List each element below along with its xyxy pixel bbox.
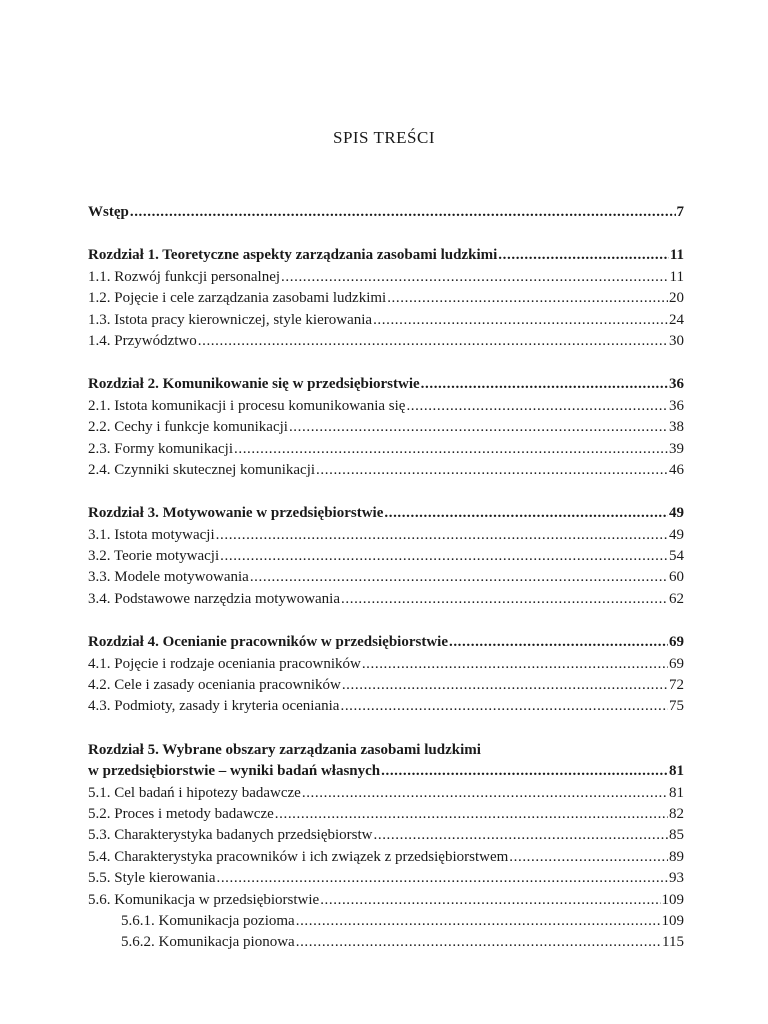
toc-entry-label: Rozdział 3. Motywowanie w przedsiębiorstwie xyxy=(88,505,384,522)
toc-dot-leader xyxy=(281,267,669,288)
toc-entry-label: 4.2. Cele i zasady oceniania pracowników xyxy=(88,677,341,694)
toc-entry[interactable] xyxy=(88,396,684,417)
toc-entry[interactable] xyxy=(88,417,684,438)
toc-page-number: 72 xyxy=(669,677,684,694)
toc-entry-label: 2.4. Czynniki skutecznej komunikacji xyxy=(88,461,316,478)
toc-entry-label: 1.4. Przywództwo xyxy=(88,332,197,349)
toc-entry[interactable] xyxy=(88,654,684,675)
toc-entry[interactable] xyxy=(88,783,684,804)
toc-entry-label: 1.2. Pojęcie i cele zarządzania zasobami ludzkimi xyxy=(88,290,387,307)
toc-dot-leader xyxy=(387,288,668,309)
toc-dot-leader xyxy=(381,761,668,782)
toc-entry[interactable] xyxy=(88,825,684,846)
toc-page-number: 75 xyxy=(669,698,684,715)
toc-dot-leader xyxy=(216,868,668,889)
toc-page-number: 11 xyxy=(669,268,684,285)
toc-dot-leader xyxy=(296,911,661,932)
toc-chapter-entry[interactable] xyxy=(88,202,684,223)
toc-entry[interactable] xyxy=(88,847,684,868)
toc-entry[interactable] xyxy=(88,932,684,953)
toc-entry[interactable] xyxy=(88,589,684,610)
toc-page-number: 89 xyxy=(669,848,684,865)
toc-entry-label: Rozdział 2. Komunikowanie się w przedsiębiorstwie xyxy=(88,376,420,393)
toc-chapter-entry[interactable] xyxy=(88,374,684,395)
toc-dot-leader xyxy=(220,546,668,567)
toc-page-number: 81 xyxy=(669,763,684,780)
toc-entry-label: Rozdział 1. Teoretyczne aspekty zarządzania zasobami ludzkimi xyxy=(88,247,498,264)
toc-page-number: 38 xyxy=(669,419,684,436)
toc-entry-label: 5.5. Style kierowania xyxy=(88,870,216,887)
toc-page-number: 82 xyxy=(669,805,684,822)
toc-page-number: 24 xyxy=(669,311,684,328)
toc-page-number: 69 xyxy=(669,634,684,651)
toc-entry[interactable] xyxy=(88,675,684,696)
toc-entry[interactable] xyxy=(88,868,684,889)
toc-entry-label: Wstęp xyxy=(88,204,129,220)
toc-entry-label: Rozdział 5. Wybrane obszary zarządzania zasobami ludzkimi xyxy=(88,741,481,758)
toc-chapter-entry[interactable] xyxy=(88,761,684,782)
toc-chapter-entry[interactable] xyxy=(88,632,684,653)
toc-entry[interactable] xyxy=(88,439,684,460)
toc-entry-label: 1.3. Istota pracy kierowniczej, style kierowania xyxy=(88,311,373,328)
toc-page-number: 20 xyxy=(669,290,684,307)
toc-entry[interactable] xyxy=(88,460,684,481)
toc-entry[interactable] xyxy=(88,911,684,932)
toc-dot-leader xyxy=(302,783,668,804)
toc-page-number: 85 xyxy=(669,827,684,844)
toc-page-number: 7 xyxy=(676,204,684,220)
toc-entry[interactable] xyxy=(88,331,684,352)
toc-entry-label: 5.1. Cel badań i hipotezy badawcze xyxy=(88,784,301,801)
page-title: SPIS TREŚCI xyxy=(332,128,436,147)
toc-dot-leader xyxy=(340,696,668,717)
toc-entry-label: 5.2. Proces i metody badawcze xyxy=(88,805,274,822)
toc-entry-label: 5.4. Charakterystyka pracowników i ich związek z przedsiębiorstwem xyxy=(88,848,509,865)
toc-dot-leader xyxy=(374,825,669,846)
toc-dot-leader xyxy=(250,567,668,588)
toc-dot-leader xyxy=(498,245,669,266)
toc-dot-leader xyxy=(362,654,668,675)
toc-dot-leader xyxy=(342,675,668,696)
toc-page-number: 60 xyxy=(669,569,684,586)
toc-entry[interactable] xyxy=(88,310,684,331)
toc-page-number: 62 xyxy=(669,590,684,607)
toc-dot-leader xyxy=(289,417,668,438)
toc-entry-label: 2.2. Cechy i funkcje komunikacji xyxy=(88,419,288,436)
toc-entry-label: 3.3. Modele motywowania xyxy=(88,569,249,586)
toc-dot-leader xyxy=(341,589,668,610)
toc-entry[interactable] xyxy=(88,567,684,588)
toc-page-number: 36 xyxy=(669,397,684,414)
toc-dot-leader xyxy=(216,525,668,546)
toc-dot-leader xyxy=(373,310,668,331)
toc-page-number: 109 xyxy=(661,912,684,929)
toc-page-number: 115 xyxy=(662,934,684,951)
toc-page-number: 30 xyxy=(669,332,684,349)
toc-entry[interactable] xyxy=(88,546,684,567)
toc-entry[interactable] xyxy=(88,525,684,546)
toc-chapter-entry[interactable] xyxy=(88,245,684,266)
toc-entry-label: 5.3. Charakterystyka badanych przedsiębiorstw xyxy=(88,827,373,844)
toc-dot-leader xyxy=(316,460,668,481)
toc-entry[interactable] xyxy=(88,804,684,825)
toc-entry-label: 5.6. Komunikacja w przedsiębiorstwie xyxy=(88,891,320,908)
toc-dot-leader xyxy=(509,847,668,868)
toc-entry-label: 4.1. Pojęcie i rodzaje oceniania pracowników xyxy=(88,655,361,672)
toc-entry-label: 5.6.1. Komunikacja pozioma xyxy=(121,912,295,929)
toc-page-number: 36 xyxy=(669,376,684,393)
toc-entry-label: 2.1. Istota komunikacji i procesu komunikowania się xyxy=(88,397,406,414)
toc-dot-leader xyxy=(449,632,668,653)
section-gap xyxy=(88,718,684,740)
toc-dot-leader xyxy=(421,374,668,395)
toc-entry[interactable] xyxy=(88,288,684,309)
toc-entry-label: 3.4. Podstawowe narzędzia motywowania xyxy=(88,590,341,607)
toc-entry[interactable] xyxy=(88,890,684,911)
section-gap xyxy=(88,223,684,245)
toc-chapter-entry[interactable] xyxy=(88,740,684,761)
toc-page-number: 49 xyxy=(669,505,684,522)
toc-page-number: 54 xyxy=(669,548,684,565)
toc-entry-label: 5.6.2. Komunikacja pionowa xyxy=(121,934,295,951)
toc-page-number: 39 xyxy=(669,440,684,457)
toc-page-number: 11 xyxy=(669,247,684,264)
section-gap xyxy=(88,481,684,503)
toc-entry-label: 1.1. Rozwój funkcji personalnej xyxy=(88,268,281,285)
toc-entry[interactable] xyxy=(88,696,684,717)
toc-dot-leader xyxy=(384,503,668,524)
toc-entry[interactable] xyxy=(88,267,684,288)
section-gap xyxy=(88,352,684,374)
toc-dot-leader xyxy=(406,396,668,417)
toc-dot-leader xyxy=(275,804,668,825)
toc-page-number: 49 xyxy=(669,526,684,543)
section-gap xyxy=(88,610,684,632)
toc-dot-leader xyxy=(198,331,668,352)
toc-dot-leader xyxy=(320,890,660,911)
toc-page-number: 81 xyxy=(669,784,684,801)
toc-chapter-entry[interactable] xyxy=(88,503,684,524)
toc-entry-label: 3.1. Istota motywacji xyxy=(88,526,215,543)
table-of-contents xyxy=(88,202,684,954)
toc-dot-leader xyxy=(130,202,676,223)
toc-page-number: 93 xyxy=(669,870,684,887)
toc-entry-label: 3.2. Teorie motywacji xyxy=(88,548,220,565)
toc-dot-leader xyxy=(234,439,668,460)
toc-page-number: 46 xyxy=(669,461,684,478)
toc-entry-label: 4.3. Podmioty, zasady i kryteria oceniania xyxy=(88,698,340,715)
toc-entry-label: Rozdział 4. Ocenianie pracowników w przedsiębiorstwie xyxy=(88,634,448,651)
toc-entry-label: 2.3. Formy komunikacji xyxy=(88,440,233,457)
toc-entry-label: w przedsiębiorstwie – wyniki badań własnych xyxy=(88,763,381,780)
toc-page-number: 69 xyxy=(669,655,684,672)
toc-dot-leader xyxy=(296,932,661,953)
toc-page-number: 109 xyxy=(661,891,684,908)
